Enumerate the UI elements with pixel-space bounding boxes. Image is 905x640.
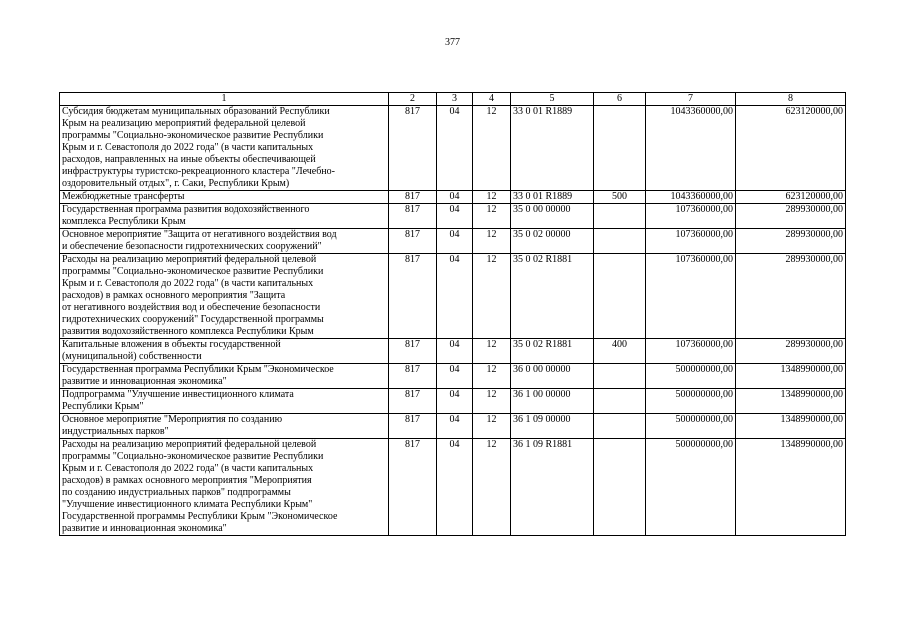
target-article-cell: 35 0 02 R1881	[511, 254, 594, 339]
table-row	[60, 254, 846, 339]
target-article-cell: 36 1 09 00000	[511, 414, 594, 439]
section-code-cell: 04	[437, 339, 473, 364]
subsection-code-cell: 12	[473, 364, 511, 389]
row-name-cell	[60, 191, 389, 204]
row-name-line: Республики Крым"	[62, 401, 144, 412]
section-code-cell: 04	[437, 106, 473, 191]
target-article-cell: 35 0 00 00000	[511, 204, 594, 229]
row-name-line: развитие и инновационная экономика"	[62, 523, 227, 534]
department-code-cell: 817	[389, 229, 437, 254]
row-name-line: инфраструктуры туристско-рекреационного кластера "Лечебно-	[62, 166, 335, 177]
row-name-line: программы "Социально-экономическое развитие Республики	[62, 130, 324, 141]
row-name-line: расходов) в рамках основного мероприятия "Защита	[62, 290, 286, 301]
amount-year1-cell: 107360000,00	[646, 204, 736, 229]
amount-year2-cell: 1348990000,00	[736, 389, 846, 414]
amount-year1-cell: 107360000,00	[646, 339, 736, 364]
row-name-line: по созданию индустриальных парков" подпрограммы	[62, 487, 291, 498]
row-name-line: (муниципальной) собственности	[62, 351, 202, 362]
amount-year1-cell: 1043360000,00	[646, 106, 736, 191]
subsection-code-cell: 12	[473, 229, 511, 254]
department-code-cell: 817	[389, 364, 437, 389]
amount-year2-cell: 1348990000,00	[736, 364, 846, 389]
section-code-cell: 04	[437, 364, 473, 389]
amount-year1-cell: 1043360000,00	[646, 191, 736, 204]
row-name-line: программы "Социально-экономическое развитие Республики	[62, 266, 324, 277]
row-name-line: Субсидия бюджетам муниципальных образований Республики	[62, 106, 330, 117]
row-name-line: Межбюджетные трансферты	[62, 191, 185, 202]
department-code-cell: 817	[389, 339, 437, 364]
row-name-cell	[60, 339, 389, 364]
department-code-cell: 817	[389, 204, 437, 229]
amount-year1-cell: 500000000,00	[646, 414, 736, 439]
row-name-line: оздоровительный отдых", г. Саки, Республики Крым)	[62, 178, 290, 189]
amount-year1-cell: 500000000,00	[646, 364, 736, 389]
subsection-code-cell: 12	[473, 414, 511, 439]
department-code-cell: 817	[389, 389, 437, 414]
row-name-line: развитие и инновационная экономика"	[62, 376, 227, 387]
table-row	[60, 439, 846, 536]
header-row	[60, 93, 846, 106]
table-row	[60, 339, 846, 364]
row-name-line: Крым и г. Севастополя до 2022 года" (в части капитальных	[62, 142, 314, 153]
subsection-code-cell: 12	[473, 204, 511, 229]
header-cell: 4	[473, 93, 511, 106]
department-code-cell: 817	[389, 439, 437, 536]
amount-year2-cell: 623120000,00	[736, 106, 846, 191]
section-code-cell: 04	[437, 439, 473, 536]
row-name-cell	[60, 389, 389, 414]
row-name-line: и обеспечение безопасности гидротехнических сооружений"	[62, 241, 322, 252]
amount-year2-cell: 289930000,00	[736, 254, 846, 339]
subsection-code-cell: 12	[473, 191, 511, 204]
department-code-cell: 817	[389, 254, 437, 339]
row-name-line: комплекса Республики Крым	[62, 216, 186, 227]
row-name-line: Государственной программы Республики Крым "Экономическое	[62, 511, 338, 522]
row-name-cell	[60, 204, 389, 229]
row-name-line: развития водохозяйственного комплекса Республики Крым	[62, 326, 314, 337]
table-row	[60, 106, 846, 191]
row-name-line: Основное мероприятие "Защита от негативного воздействия вод	[62, 229, 337, 240]
expense-type-cell	[594, 229, 646, 254]
header-cell: 7	[646, 93, 736, 106]
header-cell: 3	[437, 93, 473, 106]
section-code-cell: 04	[437, 254, 473, 339]
table-body	[60, 106, 846, 536]
expense-type-cell: 400	[594, 339, 646, 364]
row-name-line: гидротехнических сооружений" Государственной программы	[62, 314, 324, 325]
row-name-cell	[60, 254, 389, 339]
section-code-cell: 04	[437, 191, 473, 204]
expense-type-cell	[594, 389, 646, 414]
row-name-line: от негативного воздействия вод и обеспечение безопасности	[62, 302, 321, 313]
table-row	[60, 364, 846, 389]
amount-year1-cell: 500000000,00	[646, 389, 736, 414]
row-name-line: Подпрограмма "Улучшение инвестиционного климата	[62, 389, 294, 400]
subsection-code-cell: 12	[473, 439, 511, 536]
section-code-cell: 04	[437, 414, 473, 439]
section-code-cell: 04	[437, 229, 473, 254]
row-name-line: Расходы на реализацию мероприятий федеральной целевой	[62, 254, 317, 265]
page-number: 377	[445, 37, 460, 48]
target-article-cell: 35 0 02 00000	[511, 229, 594, 254]
row-name-cell	[60, 229, 389, 254]
row-name-line: расходов, направленных на иные объекты обеспечивающей	[62, 154, 316, 165]
department-code-cell: 817	[389, 106, 437, 191]
expense-type-cell	[594, 364, 646, 389]
row-name-line: индустриальных парков"	[62, 426, 169, 437]
table-row	[60, 414, 846, 439]
row-name-line: Крым и г. Севастополя до 2022 года" (в части капитальных	[62, 278, 314, 289]
table-row	[60, 229, 846, 254]
header-cell: 6	[594, 93, 646, 106]
expense-type-cell	[594, 414, 646, 439]
row-name-line: программы "Социально-экономическое развитие Республики	[62, 451, 324, 462]
header-cell: 5	[511, 93, 594, 106]
target-article-cell: 33 0 01 R1889	[511, 191, 594, 204]
target-article-cell: 33 0 01 R1889	[511, 106, 594, 191]
section-code-cell: 04	[437, 204, 473, 229]
table-row	[60, 191, 846, 204]
amount-year2-cell: 289930000,00	[736, 204, 846, 229]
department-code-cell: 817	[389, 414, 437, 439]
row-name-cell	[60, 106, 389, 191]
target-article-cell: 36 0 00 00000	[511, 364, 594, 389]
amount-year1-cell: 107360000,00	[646, 229, 736, 254]
expense-type-cell: 500	[594, 191, 646, 204]
row-name-line: Государственная программа развития водохозяйственного	[62, 204, 310, 215]
row-name-line: "Улучшение инвестиционного климата Республики Крым"	[62, 499, 313, 510]
table-row	[60, 204, 846, 229]
subsection-code-cell: 12	[473, 106, 511, 191]
header-cell: 8	[736, 93, 846, 106]
amount-year2-cell: 289930000,00	[736, 229, 846, 254]
section-code-cell: 04	[437, 389, 473, 414]
row-name-cell	[60, 439, 389, 536]
header-cell: 1	[60, 93, 389, 106]
row-name-cell	[60, 414, 389, 439]
target-article-cell: 36 1 09 R1881	[511, 439, 594, 536]
target-article-cell: 35 0 02 R1881	[511, 339, 594, 364]
amount-year2-cell: 1348990000,00	[736, 439, 846, 536]
amount-year2-cell: 623120000,00	[736, 191, 846, 204]
row-name-line: расходов) в рамках основного мероприятия "Мероприятия	[62, 475, 312, 486]
row-name-line: Крым на реализацию мероприятий федеральной целевой	[62, 118, 306, 129]
header-cell: 2	[389, 93, 437, 106]
row-name-line: Основное мероприятие "Мероприятия по созданию	[62, 414, 283, 425]
expense-type-cell	[594, 439, 646, 536]
expense-type-cell	[594, 254, 646, 339]
row-name-line: Расходы на реализацию мероприятий федеральной целевой	[62, 439, 317, 450]
row-name-line: Капитальные вложения в объекты государственной	[62, 339, 281, 350]
amount-year1-cell: 107360000,00	[646, 254, 736, 339]
amount-year1-cell: 500000000,00	[646, 439, 736, 536]
table-row	[60, 389, 846, 414]
expense-type-cell	[594, 106, 646, 191]
department-code-cell: 817	[389, 191, 437, 204]
expense-type-cell	[594, 204, 646, 229]
subsection-code-cell: 12	[473, 339, 511, 364]
row-name-cell	[60, 364, 389, 389]
subsection-code-cell: 12	[473, 389, 511, 414]
target-article-cell: 36 1 00 00000	[511, 389, 594, 414]
budget-table	[59, 92, 846, 536]
subsection-code-cell: 12	[473, 254, 511, 339]
amount-year2-cell: 1348990000,00	[736, 414, 846, 439]
row-name-line: Крым и г. Севастополя до 2022 года" (в части капитальных	[62, 463, 314, 474]
amount-year2-cell: 289930000,00	[736, 339, 846, 364]
row-name-line: Государственная программа Республики Крым "Экономическое	[62, 364, 334, 375]
